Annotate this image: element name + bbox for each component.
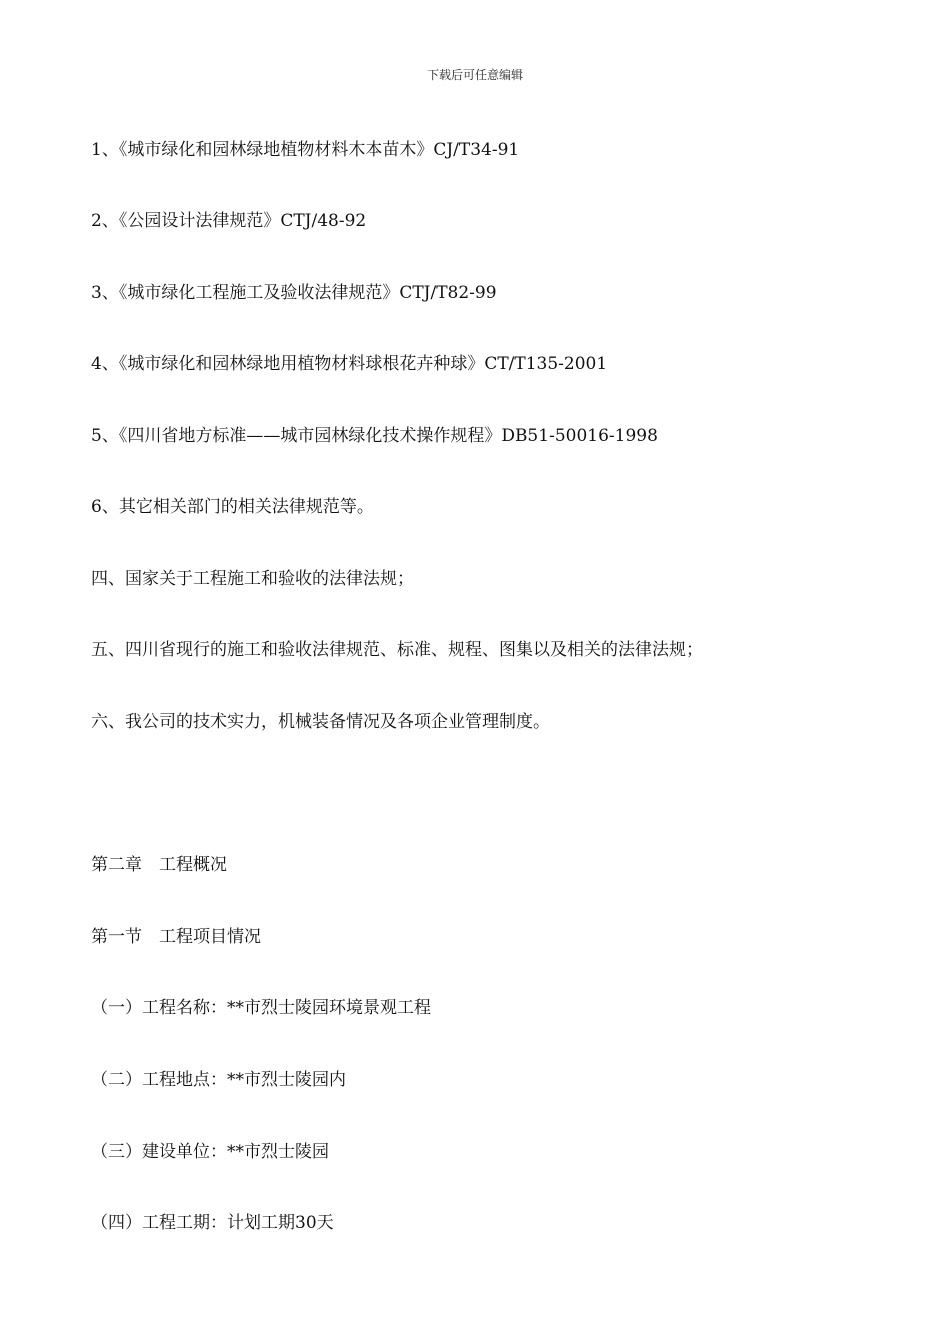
- standard-item-4: 4、《城市绿化和园林绿地用植物材料球根花卉种球》CT/T135-2001: [91, 354, 608, 374]
- basis-item-4: 四、国家关于工程施工和验收的法律法规；: [91, 569, 414, 589]
- basis-item-6: 六、我公司的技术实力，机械装备情况及各项企业管理制度。: [91, 712, 550, 732]
- project-owner-item: （三）建设单位：**市烈士陵园: [91, 1142, 329, 1162]
- project-duration-item: （四）工程工期：计划工期30天: [91, 1213, 334, 1233]
- standard-item-3: 3、《城市绿化工程施工及验收法律规范》CTJ/T82-99: [91, 283, 497, 303]
- section-title: 第一节 工程项目情况: [91, 927, 261, 947]
- standard-item-5: 5、《四川省地方标准——城市园林绿化技术操作规程》DB51-50016-1998: [91, 426, 658, 446]
- project-name-item: （一）工程名称：**市烈士陵园环境景观工程: [91, 998, 431, 1018]
- standard-item-6: 6、其它相关部门的相关法律规范等。: [91, 497, 374, 517]
- standard-item-2: 2、《公园设计法律规范》CTJ/48-92: [91, 211, 367, 231]
- basis-item-5: 五、四川省现行的施工和验收法律规范、标准、规程、图集以及相关的法律法规；: [91, 640, 703, 660]
- chapter-title: 第二章 工程概况: [91, 855, 227, 875]
- page-header-note: 下载后可任意编辑: [426, 68, 523, 82]
- standard-item-1: 1、《城市绿化和园林绿地植物材料木本苗木》CJ/T34-91: [91, 140, 520, 160]
- project-location-item: （二）工程地点：**市烈士陵园内: [91, 1070, 346, 1090]
